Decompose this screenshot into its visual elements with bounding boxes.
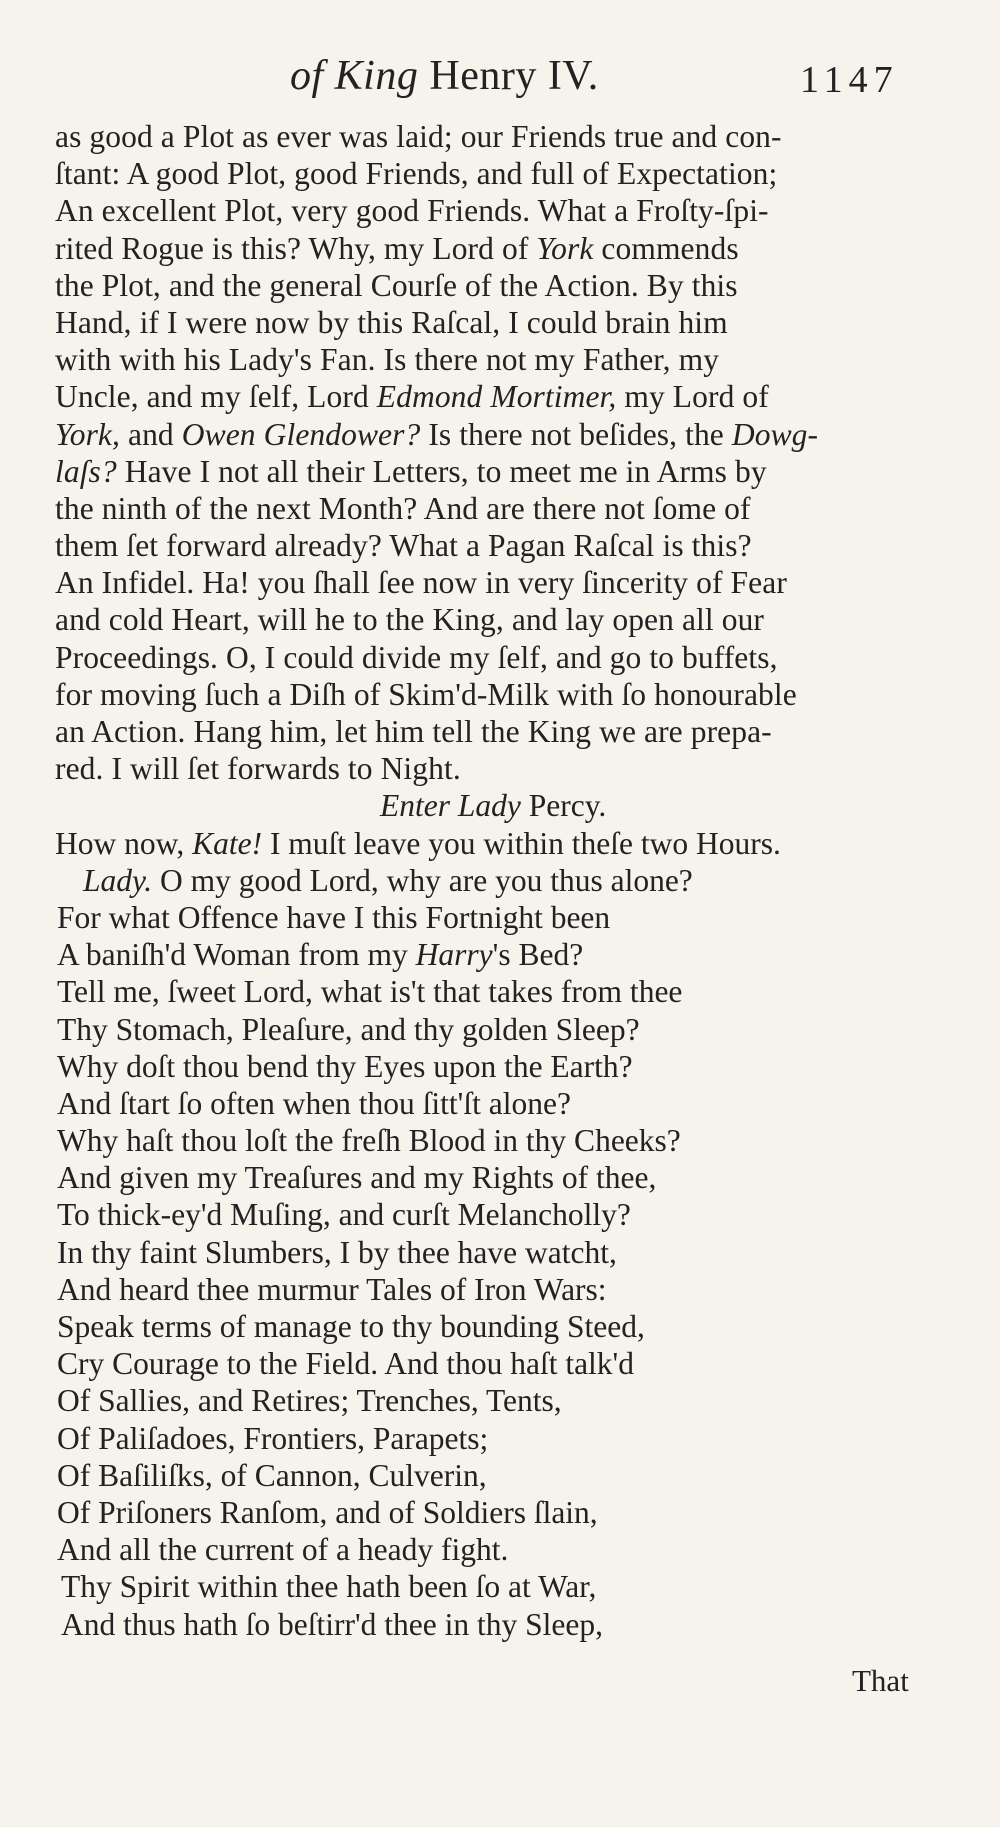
prose-line: An Infidel. Ha! you ſhall ſee now in very ſincerity of Fear [55, 565, 787, 601]
verse-line: To thick-ey'd Muſing, and curſt Melancholly? [57, 1197, 631, 1233]
name-edmond-mortimer: Edmond Mortimer, [376, 379, 617, 415]
name-dowglass: Dowg- [731, 416, 819, 452]
prose-line: with with his Lady's Fan. Is there not my Father, my [55, 342, 720, 378]
running-header [0, 52, 1000, 112]
page-text [55, 118, 915, 1643]
prose-line: the ninth of the next Month? And are there not ſome of [55, 490, 751, 526]
verse-line: Thy Spirit within thee hath been ſo at War, [61, 1569, 597, 1605]
verse-line: Of Priſoners Ranſom, and of Soldiers ſlain, [57, 1494, 598, 1530]
stage-direction: Enter Lady Percy. [380, 788, 607, 824]
name-harry: Harry [415, 937, 493, 973]
verse-line: Why doſt thou bend thy Eyes upon the Earth? [57, 1048, 633, 1084]
prose-line: for moving ſuch a Diſh of Skim'd-Milk with ſo honourable [55, 676, 797, 712]
lady-speech-first-line: Lady. O my good Lord, why are you thus alone? [83, 862, 693, 898]
catchword: That [852, 1663, 909, 1698]
name-dowglass: laſs? [55, 453, 117, 489]
name-kate: Kate! [192, 825, 263, 861]
verse-line: And thus hath ſo beſtirr'd thee in thy Sleep, [61, 1606, 603, 1642]
prose-line: rited Rogue is this? Why, my Lord of York commends [55, 230, 739, 266]
verse-line: And all the current of a heady fight. [57, 1532, 509, 1568]
prose-line: laſs? Have I not all their Letters, to meet me in Arms by [55, 453, 767, 489]
verse-line: In thy faint Slumbers, I by thee have watcht, [57, 1234, 617, 1270]
running-title-prefix: of King [290, 53, 419, 99]
page-number: 1147 [800, 59, 899, 101]
verse-line: Why haſt thou loſt the freſh Blood in thy Cheeks? [57, 1123, 681, 1159]
prose-line: York, and Owen Glendower? Is there not beſides, the Dowg- [55, 416, 819, 452]
verse-line: Cry Courage to the Field. And thou haſt talk'd [57, 1346, 634, 1382]
prose-line: the Plot, and the general Courſe of the Action. By this [55, 267, 738, 303]
running-title-name: Henry IV. [429, 53, 599, 99]
verse-line: Speak terms of manage to thy bounding Steed, [57, 1309, 645, 1344]
prose-line: an Action. Hang him, let him tell the King we are prepa- [55, 714, 772, 749]
prose-line: Proceedings. O, I could divide my ſelf, and go to buffets, [55, 639, 778, 675]
prose-line: ſtant: A good Plot, good Friends, and full of Expectation; [55, 156, 778, 192]
verse-line: And heard thee murmur Tales of Iron Wars: [57, 1271, 607, 1307]
verse-line: For what Offence have I this Fortnight been [57, 899, 611, 935]
verse-line: And ſtart ſo often when thou ſitt'ſt alone? [57, 1085, 571, 1121]
prose-line: and cold Heart, will he to the King, and lay open all our [55, 602, 765, 638]
place-name-york: York, [55, 416, 120, 452]
prose-line: as good a Plot as ever was laid; our Friends true and con- [55, 119, 782, 154]
verse-line: Thy Stomach, Pleaſure, and thy golden Sleep? [57, 1011, 640, 1047]
prose-line: red. I will ſet forwards to Night. [55, 751, 461, 787]
prose-line: them ſet forward already? What a Pagan Raſcal is this? [55, 528, 752, 564]
speaker-name: Lady. [83, 862, 153, 898]
verse-line: Of Paliſadoes, Frontiers, Parapets; [57, 1420, 489, 1456]
verse-line: Of Baſiliſks, of Cannon, Culverin, [57, 1457, 487, 1493]
hotspur-line: How now, Kate! I muſt leave you within theſe two Hours. [55, 825, 781, 861]
place-name-york: York [536, 230, 594, 266]
name-owen-glendower: Owen Glendower? [181, 416, 421, 452]
running-title [290, 52, 599, 100]
verse-line: Of Sallies, and Retires; Trenches, Tents, [57, 1383, 562, 1419]
prose-line: Hand, if I were now by this Raſcal, I could brain him [55, 304, 728, 340]
verse-line: And given my Treaſures and my Rights of thee, [57, 1160, 657, 1196]
verse-line: A baniſh'd Woman from my Harry's Bed? [57, 937, 584, 973]
prose-line: Uncle, and my ſelf, Lord Edmond Mortimer, my Lord of [55, 379, 769, 415]
verse-line: Tell me, ſweet Lord, what is't that takes from thee [57, 974, 683, 1010]
prose-line: An excellent Plot, very good Friends. What a Froſty-ſpi- [55, 193, 769, 229]
